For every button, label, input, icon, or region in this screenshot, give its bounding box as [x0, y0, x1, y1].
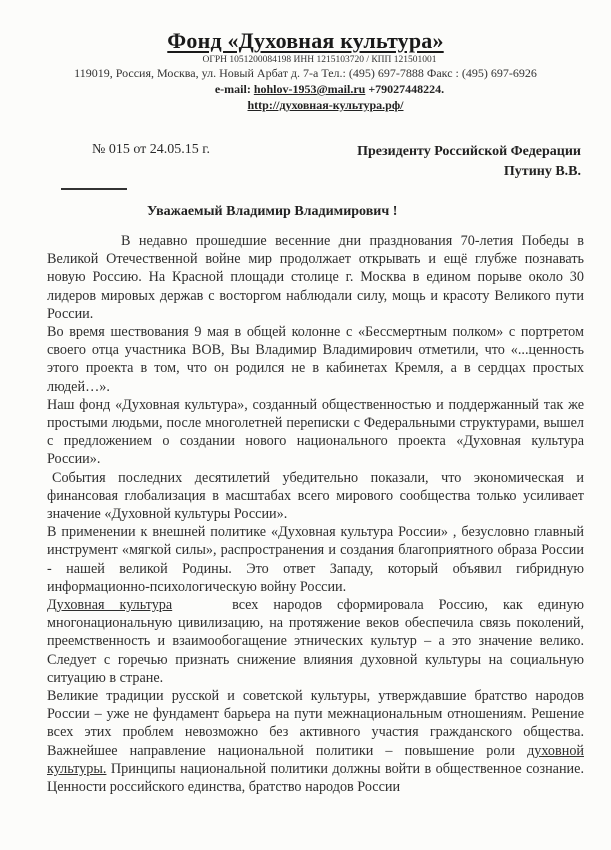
paragraph-5: В применении к внешней политике «Духовная культура России» , безусловно главный инструмент «мягкой силы», распространения и создания благоприятного образа России - нашей великой Родины. Это ответ Западу, который объявил гибридную информационно-психологическую войну России. [47, 524, 584, 595]
email-link[interactable]: hohlov-1953@mail.ru [253, 82, 366, 96]
paragraph-7 [47, 687, 584, 796]
registration-numbers: ОГРН 1051200084198 ИНН 1215103720 / КПП 121501001 [202, 55, 437, 65]
paragraph-3: Наш фонд «Духовная культура», созданный общественностью и поддержанный так же простыми людьми, после многолетней переписки с Федеральными структурами, вышел с предложением о создании нового национального проекта «Духовная культура России». [47, 396, 584, 468]
divider-line [61, 188, 127, 190]
postal-address: 119019, Россия, Москва, ул. Новый Арбат д. 7-а Тел.: (495) 697-7888 Факс : (495) 697-6926 [74, 66, 537, 80]
letter-body [47, 232, 584, 796]
greeting: Уважаемый Владимир Владимирович ! [147, 204, 398, 219]
foundation-title: Фонд «Духовная культура» [167, 28, 444, 53]
contact-line [24, 82, 611, 97]
addressee-name: Путину В.В. [503, 164, 581, 179]
letter-number-date: № 015 от 24.05.15 г. [92, 142, 210, 157]
addressee-title: Президенту Российской Федерации [357, 144, 581, 159]
addressee [357, 142, 581, 182]
paragraph-6-text: всех народов сформировала Россию, как единую многонациональную цивилизацию, на протяжение веков обеспечила связь поколений, преемственность и взаимообогащение этнических культур – а это значение велико. Следует с горечью признать снижение влияния духовной культуры на социальную ситуацию в стране. [47, 597, 585, 686]
underlined-phrase: Духовная культура [47, 597, 173, 614]
website-line [20, 98, 611, 113]
paragraph-1: В недавно прошедшие весенние дни празднования 70-летия Победы в Великой Отечественной войне мир продолжает открывать и ещё глубже познавать новую Россию. На Красной площади столице г. Москва в едином порыве около 30 лидеров мировых держав с восторгом наблюдали силу, мощь и красоту Великого пути России. [47, 233, 584, 322]
phone-number: +79027448224. [368, 82, 445, 96]
paragraph-7-end: Принципы национальной политики должны войти в общественное сознание. Ценности российского единства, братство народов России [47, 760, 584, 796]
paragraph-2: Во время шествования 9 мая в общей колонне с «Бессмертным полком» с портретом своего отца участника ВОВ, Вы Владимир Владимирович отметили, что «...ценность этого проекта в том, что он родился не в кабинетах Кремля, а в сердцах простых людей…». [47, 324, 584, 395]
paragraph-7-start: Великие традиции русской и советской культуры, утверждавшие братство народов России – уже не фундамент барьера на пути межнациональным отношениям. Решение всех этих проблем невозможно без активного участия гражданского общества. Важнейшее направление национальной политики – повышение роли [47, 688, 584, 759]
website-link[interactable]: http://духовная-культура.рф/ [247, 98, 404, 112]
paragraph-6 [47, 596, 584, 687]
paragraph-4: События последних десятилетий убедительно показали, что экономическая и финансовая глобализация в масштабах всего мирового сообщества только усиливает значение «Духовной культуры России». [47, 469, 584, 523]
email-label: e-mail: [214, 82, 251, 96]
underlined-phrase: духовной культуры. [47, 742, 584, 777]
